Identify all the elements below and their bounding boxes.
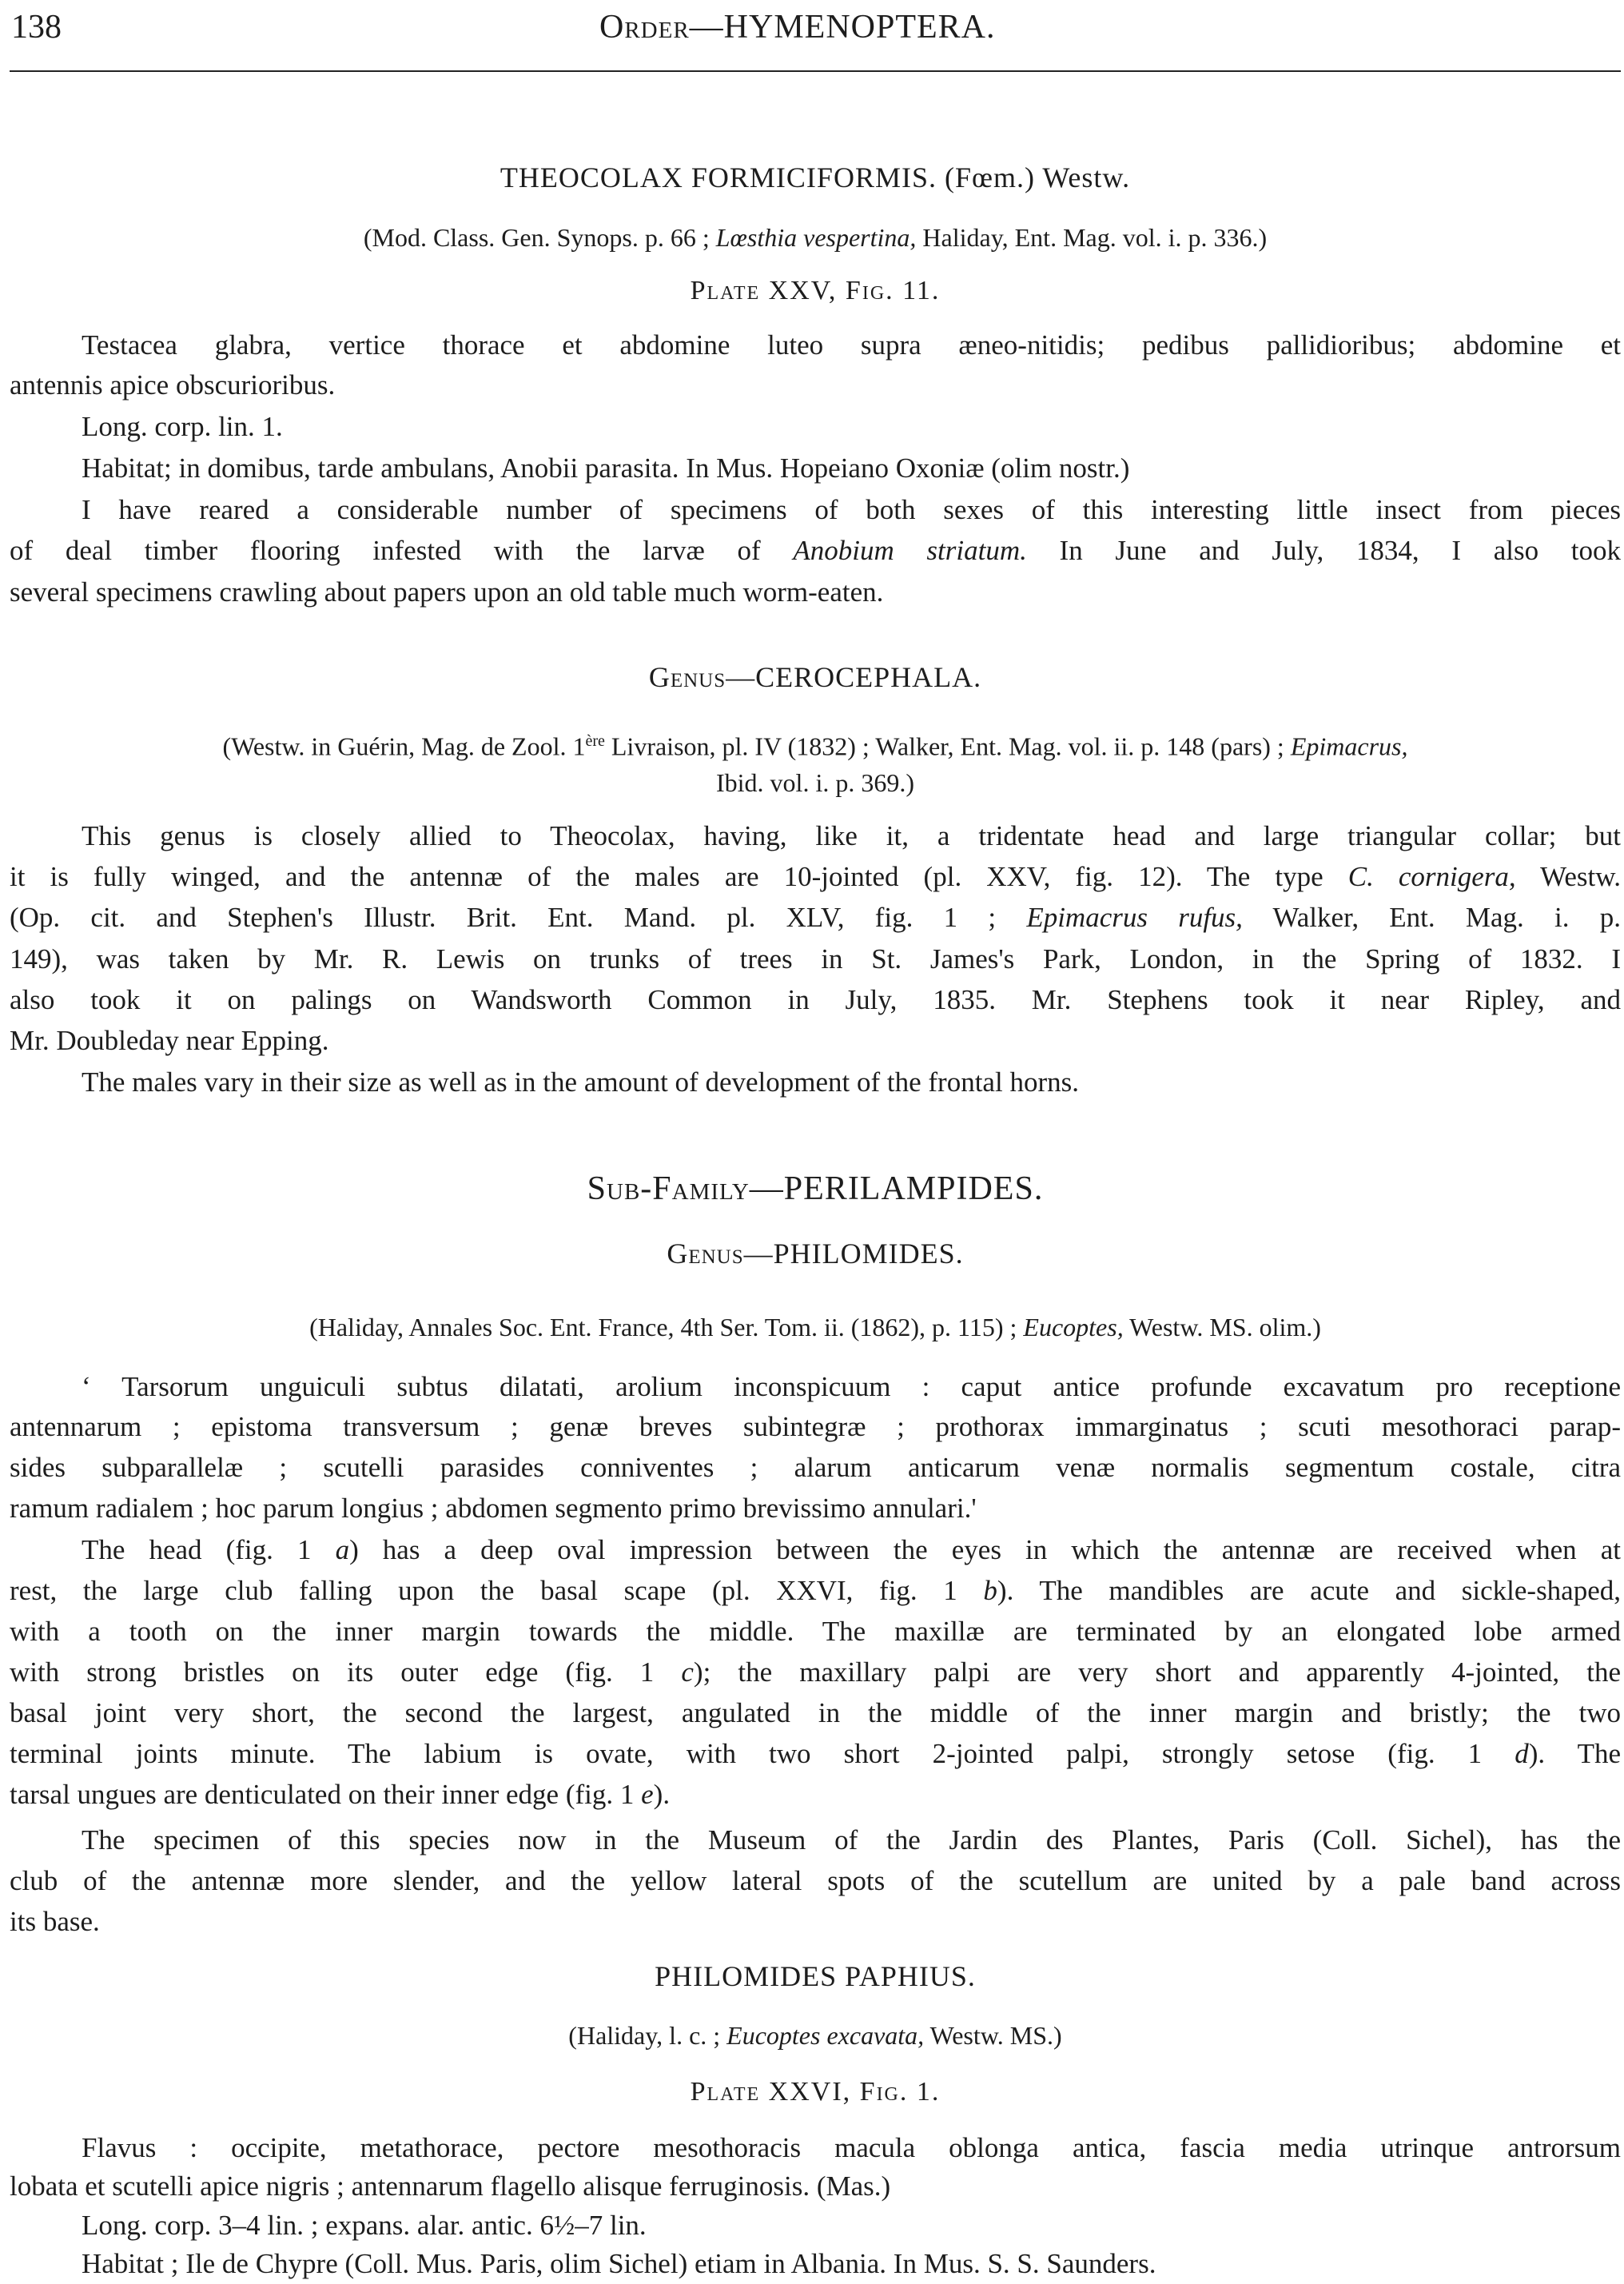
citation-philomides: (Haliday, Annales Soc. Ent. France, 4th Ser. Tom. ii. (1862), p. 115) ; Eucoptes, Westw. MS. olim.) [309, 1313, 1321, 1341]
plate-reference-theocolax: Plate XXV, Fig. 11. [690, 276, 941, 305]
body-line: 149), was taken by Mr. R. Lewis on trunks of trees in St. James's Park, London, in the Spring of 1832. I [10, 943, 1621, 975]
page-number: 138 [11, 9, 62, 46]
measurement-line: Long. corp. 3–4 lin. ; expans. alar. antic. 6½–7 lin. [82, 2210, 647, 2241]
subfamily-title: Sub-Family—PERILAMPIDES. [587, 1170, 1044, 1207]
body-line: with a tooth on the inner margin towards the middle. The maxillæ are terminated by an elongated lobe armed [10, 1616, 1621, 1647]
body-line: basal joint very short, the second the largest, angulated in the middle of the inner margin and bristly; the two [10, 1697, 1621, 1728]
body-line: This genus is closely allied to Theocolax, having, like it, a tridentate head and large triangular collar; but [82, 820, 1621, 851]
description-line: antennis apice obscurioribus. [10, 369, 336, 401]
species-title-theocolax: THEOCOLAX FORMICIFORMIS. (Fœm.) Westw. [500, 161, 1131, 193]
habitat-line: Habitat ; Ile de Chypre (Coll. Mus. Paris, olim Sichel) etiam in Albania. In Mus. S. S. Saunders. [82, 2248, 1156, 2279]
body-line: with strong bristles on its outer edge (fig. 1 c); the maxillary palpi are very short and apparently 4-jointed, the [10, 1656, 1621, 1688]
description-line: Testacea glabra, vertice thorace et abdomine luteo supra æneo-nitidis; pedibus pallidioribus; abdomine et [82, 329, 1621, 361]
body-line: The head (fig. 1 a) has a deep oval impression between the eyes in which the antennæ are received when at [82, 1534, 1621, 1565]
body-line: Mr. Doubleday near Epping. [10, 1025, 329, 1056]
body-line: its base. [10, 1906, 100, 1937]
body-line: it is fully winged, and the antennæ of the males are 10-jointed (pl. XXV, fig. 12). The type C. cornigera, Westw. [10, 861, 1621, 892]
citation-paphius: (Haliday, l. c. ; Eucoptes excavata, Westw. MS.) [568, 2021, 1062, 2050]
habitat-line: Habitat; in domibus, tarde ambulans, Anobii parasita. In Mus. Hopeiano Oxoniæ (olim nostr.) [82, 452, 1130, 484]
measurement-line: Long. corp. lin. 1. [82, 411, 283, 442]
body-line: The specimen of this species now in the Museum of the Jardin des Plantes, Paris (Coll. Sichel), has the [82, 1824, 1621, 1856]
body-line: (Op. cit. and Stephen's Illustr. Brit. Ent. Mand. pl. XLV, fig. 1 ; Epimacrus rufus, Walker, Ent. Mag. i. p. [10, 902, 1621, 933]
quote-line: sides subparallelæ ; scutelli parasides conniventes ; alarum anticarum venæ normalis segmentum costale, citra [10, 1452, 1621, 1483]
body-line: rest, the large club falling upon the basal scape (pl. XXVI, fig. 1 b). The mandibles are acute and sickle-shaped, [10, 1575, 1622, 1606]
genus-title-cerocephala: Genus—CEROCEPHALA. [648, 661, 982, 693]
running-head: Order—HYMENOPTERA. [599, 9, 996, 46]
citation-cerocephala-cont: Ibid. vol. i. p. 369.) [716, 768, 914, 797]
body-line: club of the antennæ more slender, and the yellow lateral spots of the scutellum are united by a pale band across [10, 1865, 1621, 1896]
page-header [10, 8, 1621, 64]
quote-line: antennarum ; epistoma transversum ; genæ breves subintegræ ; prothorax immarginatus ; scuti mesothoraci parap- [10, 1411, 1621, 1442]
quote-line: ramum radialem ; hoc parum longius ; abdomen segmento primo brevissimo annulari.' [10, 1493, 977, 1524]
plate-reference-paphius: Plate XXVI, Fig. 1. [690, 2077, 941, 2107]
description-line: lobata et scutelli apice nigris ; antennarum flagello alisque ferruginosis. (Mas.) [10, 2170, 891, 2202]
citation-theocolax: (Mod. Class. Gen. Synops. p. 66 ; Lœsthia vespertina, Haliday, Ent. Mag. vol. i. p. 336.) [363, 223, 1268, 252]
body-line: also took it on palings on Wandsworth Common in July, 1835. Mr. Stephens took it near Ripley, and [10, 984, 1621, 1015]
species-title-paphius: PHILOMIDES PAPHIUS. [655, 1960, 976, 1992]
header-rule [10, 70, 1621, 72]
body-line: I have reared a considerable number of specimens of both sexes of this interesting little insect from pieces [82, 494, 1621, 525]
body-line: The males vary in their size as well as in the amount of development of the frontal horns. [82, 1066, 1079, 1098]
body-line: of deal timber flooring infested with the larvæ of Anobium striatum. In June and July, 1834, I also took [10, 535, 1621, 566]
body-line: terminal joints minute. The labium is ovate, with two short 2-jointed palpi, strongly setose (fig. 1 d). The [10, 1738, 1621, 1769]
quote-line: ‘ Tarsorum unguiculi subtus dilatati, arolium inconspicuum : caput antice profunde excavatum pro receptione [82, 1371, 1621, 1402]
body-line: several specimens crawling about papers upon an old table much worm-eaten. [10, 576, 884, 608]
book-page [10, 0, 1621, 2284]
description-line: Flavus : occipite, metathorace, pectore mesothoracis macula oblonga antica, fascia media utrinque antrorsum [82, 2132, 1621, 2163]
citation-cerocephala: (Westw. in Guérin, Mag. de Zool. 1ère Livraison, pl. IV (1832) ; Walker, Ent. Mag. vol. ii. p. 148 (pars) ; Epimacrus, [222, 731, 1408, 761]
genus-title-philomides: Genus—PHILOMIDES. [667, 1238, 964, 1270]
body-line: tarsal ungues are denticulated on their inner edge (fig. 1 e). [10, 1779, 671, 1810]
